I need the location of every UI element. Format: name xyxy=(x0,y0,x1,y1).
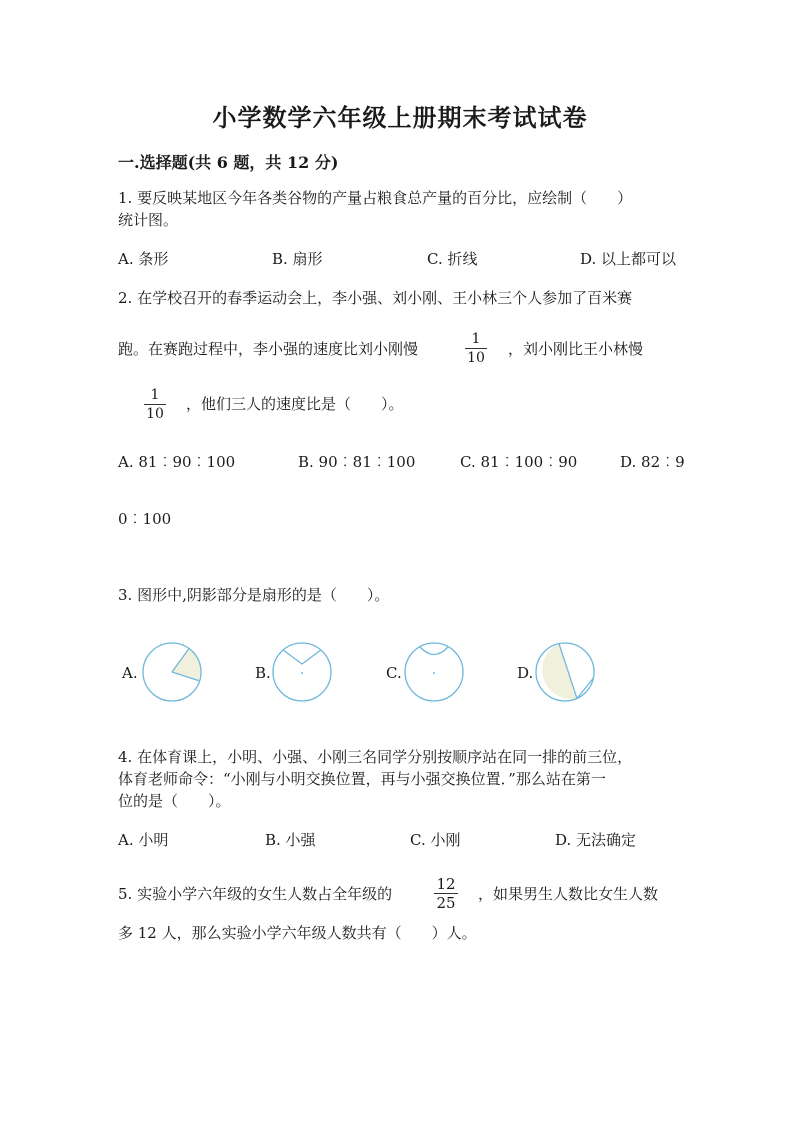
q3-label-a[interactable]: A. xyxy=(122,664,138,682)
fraction-numerator: 1 xyxy=(471,331,481,347)
fraction-denominator: 10 xyxy=(146,406,164,422)
q5-line2: 多 12 人，那么实验小学六年级人数共有（ ）人。 xyxy=(118,924,477,942)
q3-figure-b[interactable] xyxy=(270,640,334,704)
q3-figure-a[interactable] xyxy=(140,640,204,704)
q3-label-b[interactable]: B. xyxy=(255,664,271,682)
q2-line3: ，他们三人的速度比是（ ）。 xyxy=(186,395,404,413)
q2-option-d-wrap: 0︰100 xyxy=(118,510,172,528)
q2-option-b[interactable]: B. 90︰81︰100 xyxy=(298,453,416,471)
center-dot xyxy=(433,672,435,674)
q2-fraction-1 xyxy=(463,331,489,366)
q1-option-d[interactable]: D. 以上都可以 xyxy=(580,250,677,268)
q4-option-b[interactable]: B. 小强 xyxy=(265,831,316,849)
q5-fraction xyxy=(432,876,460,911)
q2-line2-b: ，刘小刚比王小林慢 xyxy=(508,340,644,358)
q2-option-c[interactable]: C. 81︰100︰90 xyxy=(460,453,578,471)
q2-fraction-2 xyxy=(142,387,168,422)
q3-label-c[interactable]: C. xyxy=(386,664,402,682)
fraction-denominator: 10 xyxy=(467,350,485,366)
q4-line2: 体育老师命令：“小刚与小明交换位置，再与小强交换位置．”那么站在第一 xyxy=(118,770,606,788)
q2-option-d[interactable]: D. 82︰9 xyxy=(620,453,685,471)
q2-option-a[interactable]: A. 81︰90︰100 xyxy=(118,453,236,471)
shaded-segment xyxy=(542,644,577,699)
q1-line2: 统计图。 xyxy=(118,211,179,229)
q1-option-c[interactable]: C. 折线 xyxy=(427,250,478,268)
q2-line1: 2. 在学校召开的春季运动会上，李小强、刘小刚、王小林三个人参加了百米赛 xyxy=(118,289,633,307)
q4-option-c[interactable]: C. 小刚 xyxy=(410,831,461,849)
q4-option-a[interactable]: A. 小明 xyxy=(118,831,169,849)
q3-figure-c[interactable] xyxy=(402,640,466,704)
fraction-denominator: 25 xyxy=(436,894,456,912)
section-heading: 一.选择题(共 6 题，共 12 分) xyxy=(118,153,339,172)
fraction-bar xyxy=(144,404,166,405)
q1-line1: 1. 要反映某地区今年各类谷物的产量占粮食总产量的百分比，应绘制（ ） xyxy=(118,189,633,207)
q2-line2-a: 跑。在赛跑过程中，李小强的速度比刘小刚慢 xyxy=(118,340,419,358)
q4-line3: 位的是（ ）。 xyxy=(118,792,231,810)
center-dot xyxy=(301,672,303,674)
q5-line1-b: ，如果男生人数比女生人数 xyxy=(478,885,659,903)
q3-label-d[interactable]: D. xyxy=(517,664,534,682)
q5-line1-a: 5. 实验小学六年级的女生人数占全年级的 xyxy=(118,885,393,903)
q3-line1: 3. 图形中,阴影部分是扇形的是（ ）。 xyxy=(118,586,390,604)
fraction-bar xyxy=(465,348,487,349)
fraction-numerator: 12 xyxy=(436,875,456,893)
q1-option-a[interactable]: A. 条形 xyxy=(118,250,169,268)
fraction-numerator: 1 xyxy=(150,387,160,403)
q4-line1: 4. 在体育课上，小明、小强、小刚三名同学分别按顺序站在同一排的前三位， xyxy=(118,748,633,766)
q1-option-b[interactable]: B. 扇形 xyxy=(272,250,323,268)
q4-option-d[interactable]: D. 无法确定 xyxy=(555,831,637,849)
arc-notch xyxy=(420,647,448,655)
q3-figure-d[interactable] xyxy=(533,640,597,704)
page-title: 小学数学六年级上册期末考试试卷 xyxy=(212,103,588,132)
sector-outline xyxy=(283,650,321,664)
